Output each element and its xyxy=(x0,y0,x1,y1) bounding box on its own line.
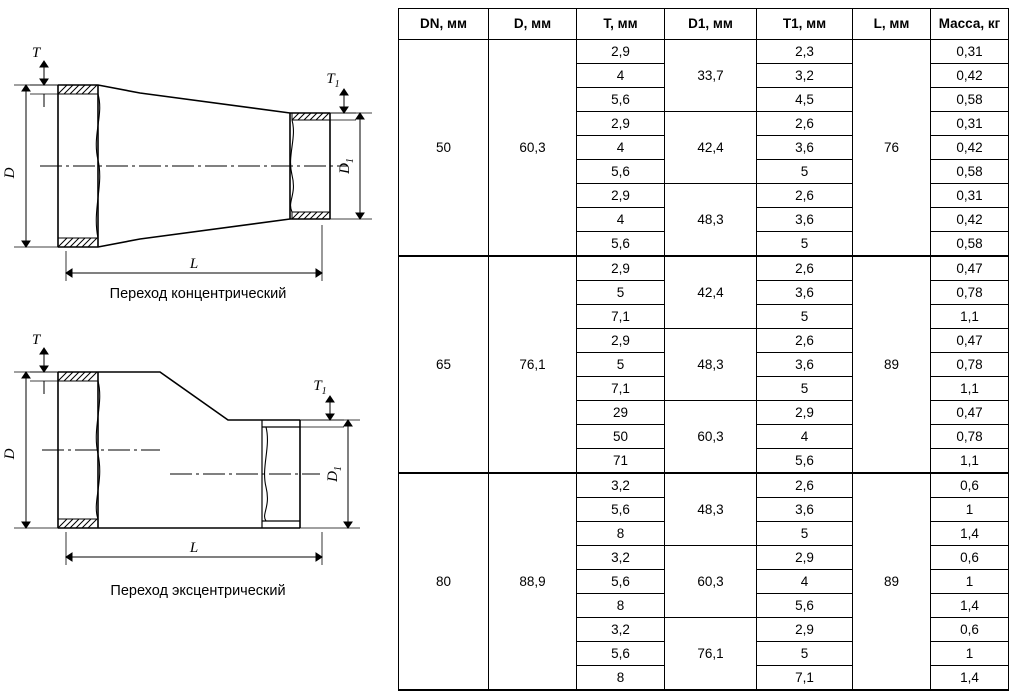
cell-mass: 0,47 xyxy=(931,256,1009,281)
cell-t1: 4 xyxy=(757,570,853,594)
cell-t1: 2,6 xyxy=(757,256,853,281)
cell-t: 4 xyxy=(577,208,665,232)
cell-t1: 3,6 xyxy=(757,498,853,522)
cell-t: 4 xyxy=(577,136,665,160)
cell-mass: 1,1 xyxy=(931,449,1009,474)
cell-t1: 2,9 xyxy=(757,618,853,642)
table-header xyxy=(399,9,1009,40)
table-body xyxy=(399,40,1009,691)
cell-t: 7,1 xyxy=(577,377,665,401)
table-row xyxy=(399,473,1009,498)
cell-mass: 0,47 xyxy=(931,329,1009,353)
cell-t1: 5 xyxy=(757,160,853,184)
column-header-t1: T1, мм xyxy=(757,9,853,40)
cell-d1: 42,4 xyxy=(665,112,757,184)
cell-mass: 1,4 xyxy=(931,522,1009,546)
cell-t1: 2,9 xyxy=(757,401,853,425)
cell-t1: 5,6 xyxy=(757,449,853,474)
cell-t: 2,9 xyxy=(577,112,665,136)
cell-d: 60,3 xyxy=(489,40,577,257)
cell-t1: 3,6 xyxy=(757,136,853,160)
concentric-reducer-caption: Переход концентрический xyxy=(109,286,287,302)
specs-table-wrapper xyxy=(398,8,1010,691)
cell-t: 71 xyxy=(577,449,665,474)
cell-t: 50 xyxy=(577,425,665,449)
column-header-mass: Масса, кг xyxy=(931,9,1009,40)
cell-mass: 0,42 xyxy=(931,64,1009,88)
cell-t1: 2,6 xyxy=(757,112,853,136)
cell-t: 3,2 xyxy=(577,546,665,570)
cell-mass: 0,42 xyxy=(931,136,1009,160)
cell-mass: 0,6 xyxy=(931,473,1009,498)
cell-t: 2,9 xyxy=(577,40,665,64)
cell-t: 2,9 xyxy=(577,329,665,353)
cell-t1: 5,6 xyxy=(757,594,853,618)
label-D1-eccentric: $D_1$ xyxy=(325,466,344,482)
cell-t1: 5 xyxy=(757,377,853,401)
cell-mass: 1,1 xyxy=(931,305,1009,329)
cell-t1: 3,2 xyxy=(757,64,853,88)
cell-t1: 4,5 xyxy=(757,88,853,112)
cell-d1: 42,4 xyxy=(665,256,757,329)
cell-t: 3,2 xyxy=(577,618,665,642)
label-D1-concentric: $D_1$ xyxy=(337,158,356,174)
cell-t1: 3,6 xyxy=(757,208,853,232)
cell-d1: 60,3 xyxy=(665,546,757,618)
column-header-dn: DN, мм xyxy=(399,9,489,40)
column-header-d: D, мм xyxy=(489,9,577,40)
cell-mass: 1,4 xyxy=(931,594,1009,618)
cell-t: 29 xyxy=(577,401,665,425)
cell-t1: 5 xyxy=(757,642,853,666)
cell-t1: 2,9 xyxy=(757,546,853,570)
cell-mass: 0,47 xyxy=(931,401,1009,425)
cell-t: 7,1 xyxy=(577,305,665,329)
table-row xyxy=(399,256,1009,281)
cell-t1: 3,6 xyxy=(757,281,853,305)
cell-mass: 0,31 xyxy=(931,112,1009,136)
cell-t: 5,6 xyxy=(577,232,665,257)
cell-mass: 0,6 xyxy=(931,618,1009,642)
cell-mass: 0,58 xyxy=(931,160,1009,184)
diagram-panel xyxy=(0,0,396,653)
cell-mass: 0,78 xyxy=(931,353,1009,377)
concentric-reducer-drawing xyxy=(0,10,396,320)
cell-d1: 48,3 xyxy=(665,184,757,257)
label-T-eccentric: T xyxy=(31,332,41,348)
column-header-l: L, мм xyxy=(853,9,931,40)
cell-t: 5,6 xyxy=(577,642,665,666)
cell-d1: 48,3 xyxy=(665,329,757,401)
cell-mass: 0,42 xyxy=(931,208,1009,232)
cell-t: 5,6 xyxy=(577,570,665,594)
cell-d: 88,9 xyxy=(489,473,577,690)
cell-t: 5 xyxy=(577,281,665,305)
cell-mass: 1 xyxy=(931,498,1009,522)
cell-dn: 65 xyxy=(399,256,489,473)
cell-t: 2,9 xyxy=(577,256,665,281)
cell-t1: 5 xyxy=(757,522,853,546)
cell-mass: 1 xyxy=(931,642,1009,666)
cell-t1: 5 xyxy=(757,305,853,329)
cell-t1: 5 xyxy=(757,232,853,257)
label-T1-eccentric: $T_1$ xyxy=(313,378,327,397)
table-row xyxy=(399,40,1009,64)
cell-t: 5,6 xyxy=(577,88,665,112)
cell-t: 4 xyxy=(577,64,665,88)
cell-l: 89 xyxy=(853,473,931,690)
cell-mass: 0,6 xyxy=(931,546,1009,570)
label-T1-concentric: $T_1$ xyxy=(326,71,340,90)
cell-t: 8 xyxy=(577,522,665,546)
cell-t: 2,9 xyxy=(577,184,665,208)
cell-t: 5,6 xyxy=(577,498,665,522)
cell-mass: 0,31 xyxy=(931,40,1009,64)
cell-d1: 48,3 xyxy=(665,473,757,546)
cell-mass: 1,4 xyxy=(931,666,1009,691)
cell-t: 5,6 xyxy=(577,160,665,184)
cell-mass: 0,78 xyxy=(931,281,1009,305)
cell-dn: 50 xyxy=(399,40,489,257)
cell-t1: 7,1 xyxy=(757,666,853,691)
cell-mass: 1 xyxy=(931,570,1009,594)
table-header-row xyxy=(399,9,1009,40)
cell-mass: 0,58 xyxy=(931,88,1009,112)
cell-t1: 2,3 xyxy=(757,40,853,64)
cell-t1: 4 xyxy=(757,425,853,449)
cell-t: 8 xyxy=(577,666,665,691)
cell-mass: 0,78 xyxy=(931,425,1009,449)
cell-t1: 3,6 xyxy=(757,353,853,377)
label-D-eccentric: D xyxy=(2,448,18,460)
cell-d1: 33,7 xyxy=(665,40,757,112)
column-header-d1: D1, мм xyxy=(665,9,757,40)
cell-t1: 2,6 xyxy=(757,473,853,498)
cell-mass: 0,31 xyxy=(931,184,1009,208)
column-header-t: T, мм xyxy=(577,9,665,40)
label-T-concentric: T xyxy=(31,45,41,61)
cell-d: 76,1 xyxy=(489,256,577,473)
cell-dn: 80 xyxy=(399,473,489,690)
cell-t1: 2,6 xyxy=(757,329,853,353)
cell-t: 5 xyxy=(577,353,665,377)
cell-mass: 1,1 xyxy=(931,377,1009,401)
eccentric-reducer-caption: Переход эксцентрический xyxy=(110,583,286,599)
cell-t: 3,2 xyxy=(577,473,665,498)
cell-mass: 0,58 xyxy=(931,232,1009,257)
cell-d1: 76,1 xyxy=(665,618,757,691)
specs-table xyxy=(398,8,1009,691)
cell-t1: 2,6 xyxy=(757,184,853,208)
label-L-eccentric: L xyxy=(189,540,199,556)
cell-d1: 60,3 xyxy=(665,401,757,474)
label-L-concentric: L xyxy=(189,256,199,272)
cell-l: 76 xyxy=(853,40,931,257)
label-D-concentric: D xyxy=(2,167,18,179)
cell-t: 8 xyxy=(577,594,665,618)
cell-l: 89 xyxy=(853,256,931,473)
